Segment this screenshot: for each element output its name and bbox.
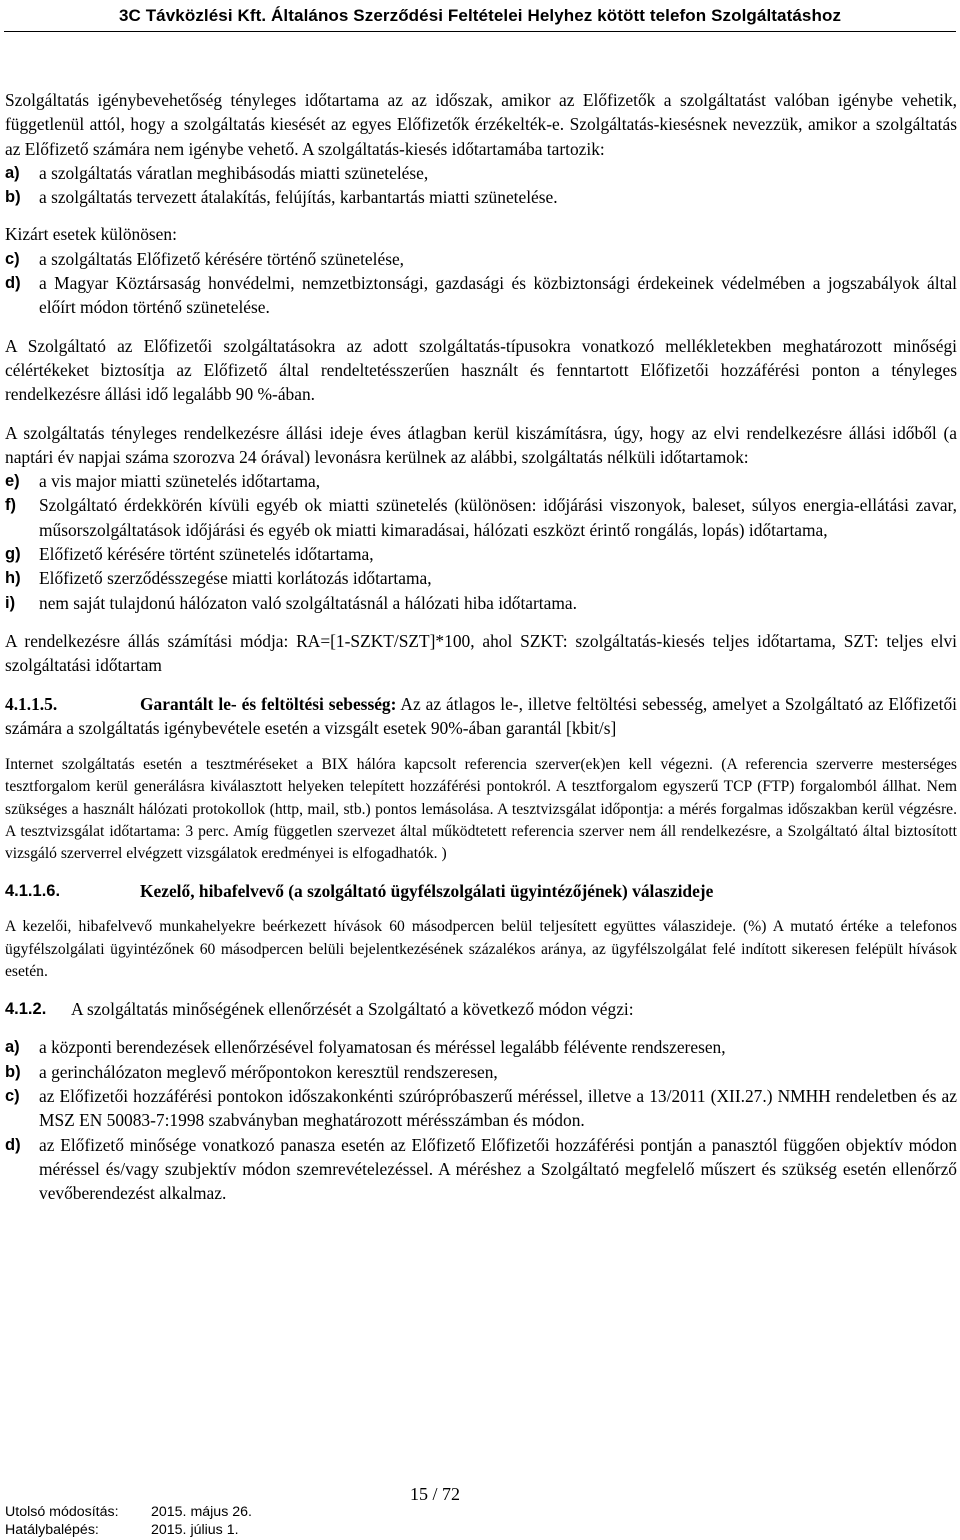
footer-effective-value: 2015. július 1. [151, 1522, 239, 1538]
list-text: Előfizető kérésére történt szünetelés időtartama, [39, 544, 374, 565]
section-4115 [5, 692, 957, 741]
section-4116-text: A kezelői, hibafelvevő munkahelyekre beérkezett hívások 60 másodpercen belül teljesített együttes válaszideje. (%) A mutató értéke a telefonos ügyfélszolgálati ügyintézőnek 60 másodpercen belüli bejelentkezésének százalékos aránya, az ügyfélszolgálat felé indított sikeresen felépült hívások esetén. [5, 918, 957, 980]
list-text: az Előfizető minősége vonatkozó panasza esetén az Előfizető Előfizetői hozzáférési pontján a panasztól függően objektív módon méréssel és/vagy szubjektív módon szemrevételezéssel. A méréshez a Szolgáltató megfelelő műszert és szükség esetén ellenőrző vevőberendezést alkalmaz. [39, 1134, 957, 1204]
footer-effective-label: Hatálybalépés: [5, 1522, 99, 1538]
footer-modified-label: Utolsó módosítás: [5, 1504, 119, 1520]
list-letter: c) [5, 1086, 20, 1105]
section-number: 4.1.2. [5, 1000, 47, 1019]
list-text: Előfizető szerződésszegése miatti korlátozás időtartama, [39, 568, 432, 589]
list-text: a gerinchálózaton meglevő mérőpontokon keresztül rendszeresen, [39, 1061, 498, 1082]
list-item-c [5, 1084, 957, 1133]
list-letter: b) [5, 188, 21, 207]
list-item-g [5, 542, 957, 566]
section-text: Az az átlagos le-, illetve feltöltési sebesség, amelyet a Szolgáltató az Előfizetői számára a szolgáltatás igénybevétele esetén a vizsgált esetek 90%-ában garantál [kbit/s] [5, 693, 958, 738]
quality-target-paragraph: A Szolgáltató az Előfizetői szolgáltatásokra az adott szolgáltatás-típusokra vonatkozó mellékletekben meghatározott minőségi célértékeket biztosítja az Előfizető által rendeltetésszerűen használt és fenntartott Előfizetői hozzáférési ponton a tényleges rendelkezésre állási idő legalább 90 %-ában. [5, 335, 957, 405]
list-text: a Magyar Köztársaság honvédelmi, nemzetbiztonsági, gazdasági és közbiztonsági érdekeinek védelmében a jogszabályok által előírt módon történő szünetelése. [39, 273, 957, 318]
page-body [5, 88, 957, 1205]
list-item-c [5, 247, 957, 271]
footer-modified-value: 2015. május 26. [151, 1504, 252, 1520]
list-text: a szolgáltatás Előfizető kérésére történő szünetelése, [39, 248, 405, 269]
list-letter: d) [5, 274, 21, 293]
availability-paragraph: A szolgáltatás tényleges rendelkezésre állási ideje éves átlagban kerül kiszámításra, úgy, hogy az elvi rendelkezésre állási időből (a naptári év napjai száma szorozva 24 órával) levonásra kerülnek az alábbi, szolgáltatás nélküli időtartamok: [5, 422, 957, 467]
list-item-b [5, 185, 957, 209]
formula-paragraph: A rendelkezésre állás számítási módja: RA=[1-SZKT/SZT]*100, ahol SZKT: szolgáltatás-kiesés teljes időtartama, SZT: teljes elvi szolgáltatási időtartam [5, 630, 957, 676]
list-item-e [5, 469, 957, 493]
list-letter: e) [5, 472, 20, 491]
list-letter: i) [5, 593, 16, 612]
list-text: a szolgáltatás tervezett átalakítás, felújítás, karbantartás miatti szünetelése. [39, 187, 558, 208]
list-item-d [5, 271, 957, 320]
list-text: a szolgáltatás váratlan meghibásodás miatti szünetelése, [39, 162, 429, 183]
list-text: az Előfizetői hozzáférési pontokon időszakonkénti szúrópróbaszerű méréssel, illetve a 13/2011 (XII.27.) NMHH rendeletben és az MSZ EN 50083-7:1998 szabványban meghatározott mérésszámban és módon. [39, 1085, 957, 1131]
section-412-heading [5, 997, 957, 1021]
list-item-i [5, 591, 957, 615]
list-item-d [5, 1133, 957, 1206]
list-letter: d) [5, 1135, 21, 1154]
list-letter: c) [5, 249, 20, 268]
document-footer [5, 1503, 291, 1539]
list-text: a központi berendezések ellenőrzésével folyamatosan és méréssel legalább félévente rendszeresen, [39, 1037, 726, 1058]
list-letter: f) [5, 496, 16, 515]
header-divider [4, 31, 956, 32]
section-title: Kezelő, hibafelvevő (a szolgáltató ügyfélszolgálati ügyintézőjének) válaszideje [140, 881, 714, 902]
section-number: 4.1.1.5. [5, 693, 58, 714]
list-letter: h) [5, 569, 21, 588]
list-item-b [5, 1060, 957, 1084]
list-item-a [5, 161, 957, 185]
list-text: Szolgáltató érdekkörén kívüli egyéb ok miatti szünetelés (különösen: időjárási viszonyok, baleset, súlyos energia-ellátási zavar, műsorszolgáltatások időjárási és egyéb ok miatti kimaradásai, hálózati eszközt érintő rongálás, lopás) időtartama, [39, 495, 957, 540]
section-4115-note: Internet szolgáltatás esetén a tesztméréseket a BIX hálóra kapcsolt referencia szerver(ek)en kell végezni. (A referencia szerverre mesterséges tesztforgalom kerül generálásra kiválasztott helyeken telepített hozzáférési pontokról. A tesztforgalom egyszerű TCP (FTP) forgalomból állhat. Nem szükséges a használt hálózati protokollok (http, mail, stb.) pontos lemásolása. A tesztvizsgálat időpontja: a mérés forgalmas időszakban kerül végzésre. A tesztvizsgálat időtartama: 3 perc. Amíg független szervezet által működtetett referencia szerver nem áll rendelkezésre, a Szolgáltató által biztosított vizsgáló szerverrel elvégzett vizsgálatok eredményei is elfogadhatók. ) [5, 756, 957, 862]
list-item-f [5, 493, 957, 542]
list-item-h [5, 566, 957, 590]
list-letter: a) [5, 1038, 20, 1057]
intro-paragraph: Szolgáltatás igénybevehetőség tényleges időtartama az az időszak, amikor az Előfizetők a szolgáltatást valóban igénybe vehetik, függetlenül attól, hogy a szolgáltatás kiesését az egyes Előfizetők érzékelték-e. Szolgáltatás-kiesésnek nevezzük, amikor a szolgáltatás az Előfizető számára nem igénybe vehető. A szolgáltatás-kiesés időtartamába tartozik: [5, 90, 957, 159]
section-4116-heading [5, 879, 957, 903]
page-number: 15 / 72 [409, 1484, 460, 1504]
document-header: 3C Távközlési Kft. Általános Szerződési Feltételei Helyhez kötött telefon Szolgáltatáshoz [118, 6, 842, 25]
section-number: 4.1.1.6. [5, 882, 61, 901]
list-text: nem saját tulajdonú hálózaton való szolgáltatásnál a hálózati hiba időtartama. [39, 592, 577, 613]
list-letter: g) [5, 545, 21, 564]
list-text: a vis major miatti szünetelés időtartama, [39, 471, 321, 492]
list-item-a [5, 1035, 957, 1059]
excluded-lead: Kizárt esetek különösen: [5, 224, 177, 245]
list-letter: b) [5, 1062, 21, 1081]
list-letter: a) [5, 163, 20, 182]
section-title: Garantált le- és feltöltési sebesség: [140, 693, 397, 714]
section-text: A szolgáltatás minőségének ellenőrzését a Szolgáltató a következő módon végzi: [71, 999, 634, 1020]
